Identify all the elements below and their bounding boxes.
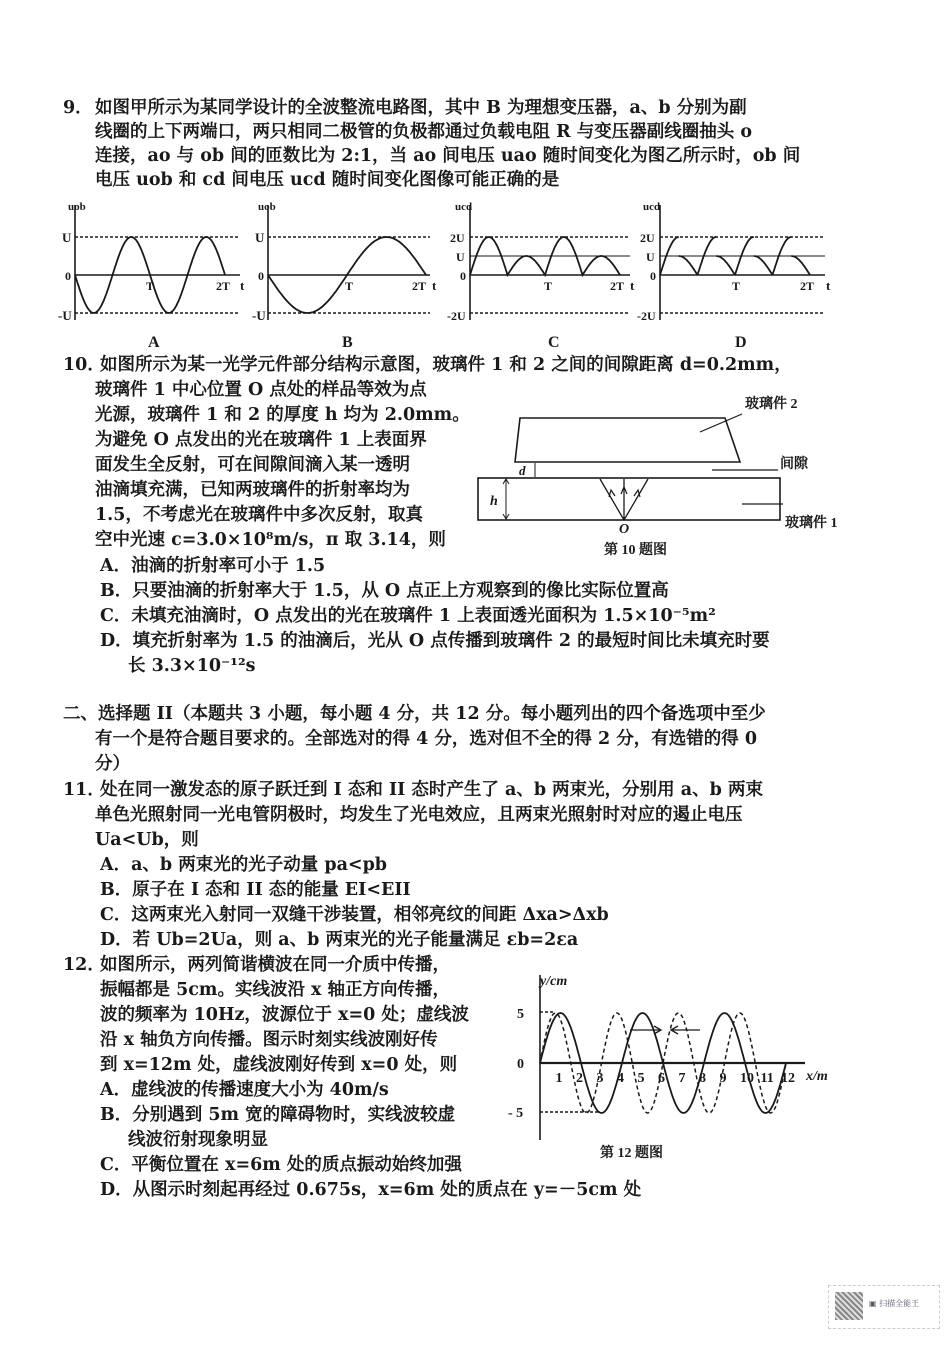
tick-label: T: [544, 279, 553, 293]
tick-label: 2T: [610, 279, 625, 293]
tick-label: 2T: [412, 279, 427, 293]
tick-label: U: [646, 250, 655, 264]
q10-option-c: C．未填充油滴时，O 点发出的光在玻璃件 1 上表面透光面积为 1.5×10⁻⁵m²: [100, 606, 716, 626]
left-arrow-icon: [671, 1026, 700, 1034]
tick-label: t: [630, 278, 635, 293]
q10-caption: 第 10 题图: [604, 543, 667, 558]
q10-line: 1.5，不考虑光在玻璃件中多次反射，取真: [95, 505, 423, 525]
section2-heading: 二、选择题 II（本题共 3 小题，每小题 4 分，共 12 分。每小题列出的四个备选项中至少: [63, 704, 766, 724]
q12-line: 振幅都是 5cm。实线波沿 x 轴正方向传播，: [100, 980, 451, 1000]
q11-option-b: B．原子在 I 态和 II 态的能量 EI<EII: [100, 880, 411, 900]
q12-caption: 第 12 题图: [600, 1146, 663, 1161]
tick-label: 2T: [216, 279, 231, 293]
q10-line: 油滴填充满，已知两玻璃件的折射率均为: [95, 480, 410, 500]
q10-option-a: A．油滴的折射率可小于 1.5: [100, 556, 326, 576]
q10-option-b: B．只要油滴的折射率大于 1.5，从 O 点正上方观察到的像比实际位置高: [100, 581, 669, 601]
q10-line: 光源，玻璃件 1 和 2 的厚度 h 均为 2.0mm。: [95, 405, 470, 425]
watermark-logo: ▣ 扫描全能王: [869, 1299, 920, 1308]
x-tick-label: 10: [740, 1071, 754, 1086]
q12-option-a: A．虚线波的传播速度大小为 40m/s: [100, 1080, 389, 1100]
q12-option-b-cont: 线波衍射现象明显: [128, 1130, 268, 1150]
gap-label: 间隙: [780, 457, 808, 472]
o-point-label: O: [619, 522, 630, 537]
glass2-label: 玻璃件 2: [745, 397, 798, 412]
tick-label: 0: [65, 269, 71, 283]
tick-label: t: [240, 278, 245, 293]
graph-c-label: C: [548, 334, 560, 351]
section2-line: 分）: [95, 754, 130, 774]
d-label: d: [519, 463, 526, 478]
right-arrow-icon: [630, 1026, 661, 1034]
x-tick-label: 2: [576, 1071, 583, 1086]
tick-label: 2T: [800, 279, 815, 293]
q10-line: 为避免 O 点发出的光在玻璃件 1 上表面界: [95, 430, 427, 450]
q12-option-b: B．分别遇到 5m 宽的障碍物时，实线波较虚: [100, 1105, 456, 1125]
graph-b-ylabel: uob: [258, 201, 276, 213]
graph-a-label: A: [148, 334, 160, 351]
q10-line: 玻璃件 1 中心位置 O 点处的样品等效为点: [95, 380, 427, 400]
q9-number: 9．: [63, 98, 93, 118]
x-tick-label: 1: [555, 1071, 563, 1086]
tick-label: 0: [650, 269, 656, 283]
q9-line: 如图甲所示为某同学设计的全波整流电路图，其中 B 为理想变压器，a、b 分别为副: [95, 98, 747, 118]
q12-line: 到 x=12m 处，虚线波刚好传到 x=0 处，则: [100, 1055, 458, 1075]
tick-label: 2U: [450, 231, 465, 245]
graph-d-label: D: [735, 334, 747, 351]
tick-label: U: [456, 250, 465, 264]
q10-line: 空中光速 c=3.0×10⁸m/s，π 取 3.14，则: [95, 530, 446, 550]
tick-label: -U: [58, 308, 72, 323]
y-tick-label: - 5: [508, 1106, 524, 1121]
tick-label: -U: [252, 308, 266, 323]
q10-line: 面发生全反射，可在间隙间滴入某一透明: [95, 455, 410, 475]
section2-line: 有一个是符合题目要求的。全部选对的得 4 分，选对但不全的得 2 分，有选错的得 0: [95, 729, 757, 749]
x-tick-label: 6: [658, 1071, 665, 1086]
tick-label: 0: [460, 269, 466, 283]
x-tick-label: 9: [719, 1071, 727, 1086]
tick-label: U: [255, 230, 265, 245]
tick-label: T: [345, 279, 354, 293]
h-label: h: [490, 494, 498, 509]
graph-b-label: B: [342, 334, 353, 351]
x-axis-label: x/m: [806, 1069, 828, 1084]
scanner-watermark: [828, 1285, 940, 1329]
q12-line: 沿 x 轴负方向传播。图示时刻实线波刚好传: [100, 1030, 438, 1050]
x-tick-label: 4: [617, 1071, 624, 1086]
q11-line: 处在同一激发态的原子跃迁到 I 态和 II 态时产生了 a、b 两束光，分别用 a、b 两束: [100, 780, 763, 800]
tick-label: U: [62, 230, 72, 245]
q12-number: 12．: [63, 955, 105, 975]
tick-label: T: [732, 279, 741, 293]
q10-number: 10．: [63, 355, 105, 375]
tick-label: T: [146, 279, 155, 293]
x-tick-label: 8: [699, 1071, 706, 1086]
tick-label: 2U: [640, 231, 655, 245]
glass1-label: 玻璃件 1: [785, 516, 838, 531]
graph-a-ylabel: uob: [68, 201, 86, 213]
q12-line: 波的频率为 10Hz，波源位于 x=0 处；虚线波: [100, 1005, 469, 1025]
q10-option-d: D．填充折射率为 1.5 的油滴后，光从 O 点传播到玻璃件 2 的最短时间比未填充时要: [100, 631, 770, 651]
q9-line: 电压 uob 和 cd 间电压 ucd 随时间变化图像可能正确的是: [95, 170, 560, 190]
q12-option-c: C．平衡位置在 x=6m 处的质点振动始终加强: [100, 1155, 462, 1175]
qr-code-icon: [835, 1292, 863, 1320]
q11-line: 单色光照射同一光电管阴极时，均发生了光电效应，且两束光照射时对应的遏止电压: [95, 805, 743, 825]
x-tick-label: 7: [678, 1071, 686, 1086]
y-tick-label: 0: [517, 1057, 524, 1072]
q11-option-a: A．a、b 两束光的光子动量 pa<pb: [100, 855, 388, 875]
tick-label: 0: [258, 269, 264, 283]
tick-label: t: [432, 278, 437, 293]
q10-line: 如图所示为某一光学元件部分结构示意图，玻璃件 1 和 2 之间的间隙距离 d=0.2mm，: [100, 355, 792, 375]
q10-option-d-cont: 长 3.3×10⁻¹²s: [128, 656, 256, 676]
tick-label: -2U: [447, 309, 466, 323]
q12-line: 如图所示，两列简谐横波在同一介质中传播，: [100, 955, 450, 975]
q9-line: 线圈的上下两端口，两只相同二极管的负极都通过负载电阻 R 与变压器副线圈抽头 o: [95, 122, 752, 142]
y-axis-label: y/cm: [540, 974, 568, 989]
x-tick-label: 12: [781, 1071, 795, 1086]
q11-option-c: C．这两束光入射同一双缝干涉装置，相邻亮纹的间距 Δxa>Δxb: [100, 905, 609, 925]
q11-line: Ua<Ub，则: [95, 830, 199, 850]
q11-number: 11．: [63, 780, 105, 800]
x-tick-label: 11: [760, 1071, 774, 1086]
graph-c-ylabel: ucd: [455, 201, 473, 213]
x-tick-label: 5: [637, 1071, 645, 1086]
q11-option-d: D．若 Ub=2Ua，则 a、b 两束光的光子能量满足 εb=2εa: [100, 930, 579, 950]
tick-label: t: [826, 278, 831, 293]
q9-line: 连接，ao 与 ob 间的匝数比为 2:1，当 ao 间电压 uao 随时间变化为图乙所示时，ob 间: [95, 146, 801, 166]
tick-label: -2U: [637, 309, 656, 323]
q12-option-d: D．从图示时刻起再经过 0.675s，x=6m 处的质点在 y=－5cm 处: [100, 1180, 642, 1200]
y-tick-label: 5: [517, 1007, 524, 1022]
graph-d-ylabel: ucd: [643, 201, 661, 213]
x-tick-label: 3: [596, 1071, 604, 1086]
